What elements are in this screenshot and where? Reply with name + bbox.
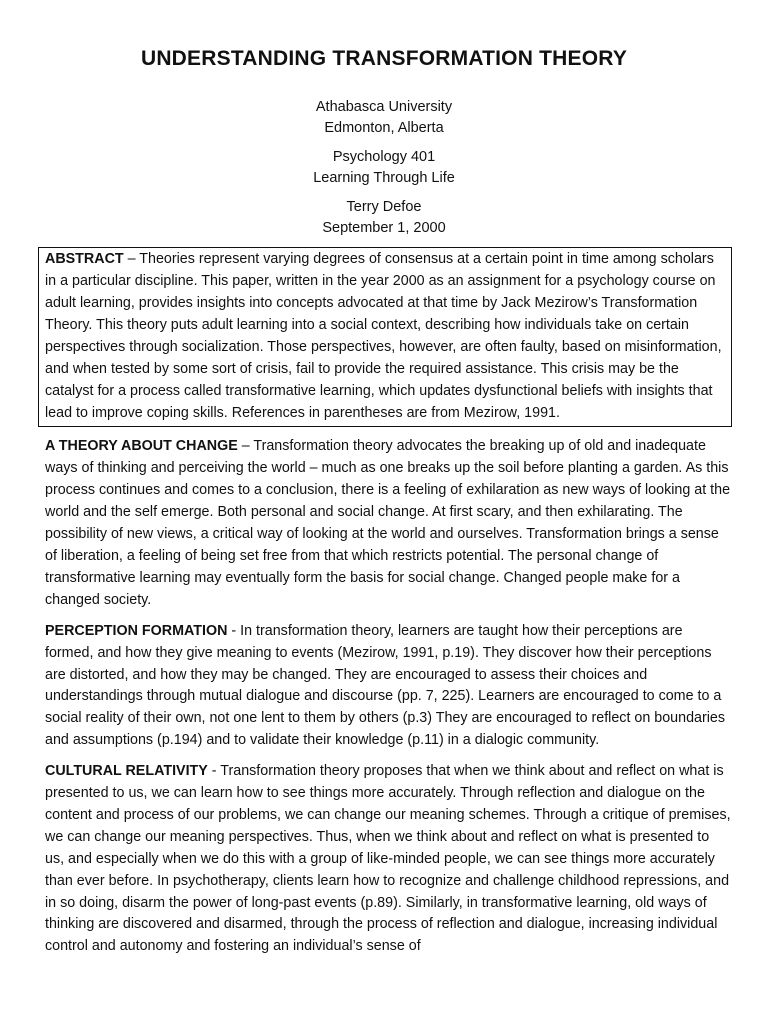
section-heading: CULTURAL RELATIVITY [45,763,208,780]
document-date: September 1, 2000 [322,220,446,237]
author-block [0,197,768,239]
section-cultural-relativity [45,761,732,958]
institution-location: Edmonton, Alberta [324,120,444,137]
course-name: Learning Through Life [313,170,455,187]
course-code: Psychology 401 [332,149,436,166]
author-name: Terry Defoe [346,199,422,216]
section-separator: - [207,763,221,780]
section-text: In transformation theory, learners are taught how their perceptions are formed, and how they give meaning to events (Mezirow, 1991, p.19). They discover how their perceptions are distorted, and how they may be changed. They are encouraged to assess their choices and understandings through mutual dialogue and discourse (pp. 7, 225). Learners are encouraged to come to a social reality of their own, not one lent to them by others (p.3) They are encouraged to reflect on boundaries and assumptions (p.194) and to validate their knowledge (p.11) in a dialogic community. [45,622,726,749]
abstract-separator: – [123,251,140,268]
institution-name: Athabasca University [315,99,453,116]
section-heading: A THEORY ABOUT CHANGE [45,438,238,455]
abstract-heading: ABSTRACT [45,251,124,268]
course-block [0,147,768,189]
section-text: Transformation theory advocates the breaking up of old and inadequate ways of thinking and perceiving the world – much as one breaks up the soil before planting a garden. As this process continues and comes to a conclusion, there is a feeling of exhilaration as new ways of looking at the world and the self emerge. Both personal and social change. At first scary, and then exhilarating. The possibility of new views, a critical way of looking at the world and ourselves. Transformation brings a sense of liberation, a feeling of being set free from that which restricts potential. The personal change of transformative learning may eventually form the basis for social change. Changed people make for a changed society. [45,438,731,608]
section-separator: – [237,438,254,455]
section-separator: - [227,622,241,639]
document-title: UNDERSTANDING TRANSFORMATION THEORY [140,47,628,70]
abstract-text: Theories represent varying degrees of consensus at a certain point in time among scholars in a particular discipline. This paper, written in the year 2000 as an assignment for a psychology course on adult learning, provides insights into concepts advocated at that time by Jack Mezirow’s Transformation Theory. This theory puts adult learning into a social context, describing how individuals take on certain perspectives through socialization. Those perspectives, however, are often faulty, based on misinformation, and when tested by some sort of crisis, fail to provide the required assistance. This crisis may be the catalyst for a process called transformative learning, which updates dysfunctional beliefs with insights that lead to improve coping skills. References in parentheses are from Mezirow, 1991. [45,251,722,421]
abstract-box [38,247,732,427]
section-text: Transformation theory proposes that when we think about and reflect on what is presented to us, we can learn how to see things more accurately. Through reflection and dialogue on the content and process of our problems, we can change our meaning schemes. Through a critique of premises, we can change our meaning perspectives. Thus, when we think about and reflect on what is presented to us, and especially when we do this with a group of like-minded people, we can see things more accurately than ever before. In psychotherapy, clients learn how to recognize and challenge childhood repressions, and in so doing, disarm the power of long-past events (p.89). Similarly, in transformative learning, old ways of thinking are discovered and disarmed, through the process of reflection and dialogue, increasing individual control and autonomy and fostering an individual’s sense of [45,763,731,955]
section-heading: PERCEPTION FORMATION [45,622,228,639]
section-perception-formation [45,621,732,752]
institution-block [0,97,768,139]
section-theory-about-change [45,436,732,611]
